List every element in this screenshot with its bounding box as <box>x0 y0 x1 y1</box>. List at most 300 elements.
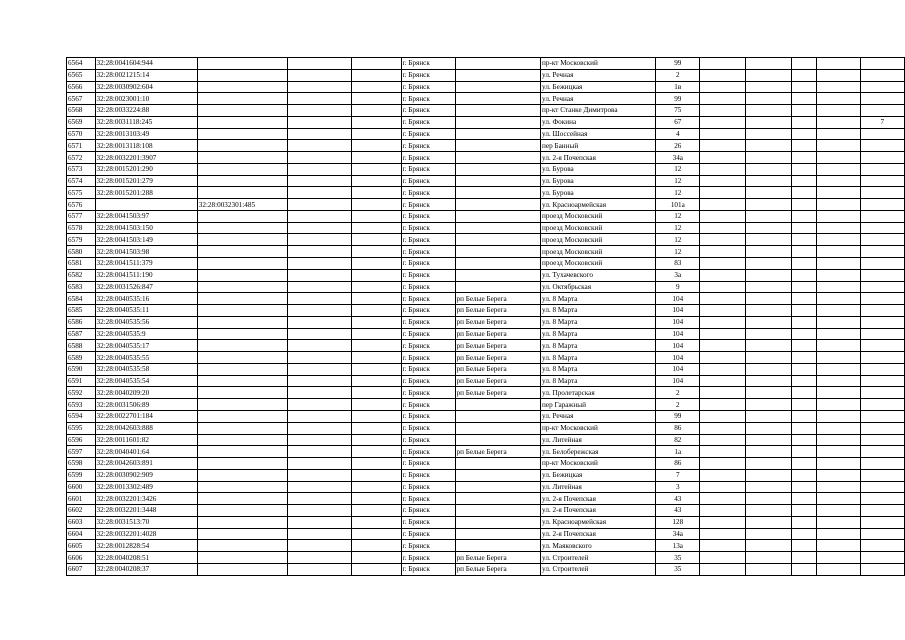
row-number-cell: 6598 <box>67 458 96 470</box>
related-cadastral-number-cell <box>197 399 288 411</box>
empty-cell <box>700 552 746 564</box>
city-cell: г. Брянск <box>401 163 455 175</box>
row-number-cell: 6564 <box>67 58 96 70</box>
last-value-cell <box>860 434 904 446</box>
house-number-cell: 86 <box>656 458 700 470</box>
cadastral-number-cell: 32:28:0041511:190 <box>95 269 197 281</box>
related-cadastral-number-cell <box>197 563 288 575</box>
street-cell: проезд Московский <box>541 258 656 270</box>
empty-cell <box>792 93 817 105</box>
house-number-cell: 13а <box>656 540 700 552</box>
empty-cell <box>700 316 746 328</box>
last-value-cell <box>860 505 904 517</box>
empty-cell <box>351 328 401 340</box>
empty-cell <box>817 328 860 340</box>
related-cadastral-number-cell <box>197 505 288 517</box>
city-cell: г. Брянск <box>401 352 455 364</box>
empty-cell <box>288 293 351 305</box>
empty-cell <box>792 434 817 446</box>
last-value-cell <box>860 552 904 564</box>
settlement-cell <box>455 187 541 199</box>
table-row <box>67 210 905 222</box>
empty-cell <box>700 246 746 258</box>
cadastral-number-cell: 32:28:0040535:11 <box>95 305 197 317</box>
city-cell: г. Брянск <box>401 469 455 481</box>
empty-cell <box>817 269 860 281</box>
related-cadastral-number-cell <box>197 387 288 399</box>
empty-cell <box>746 187 792 199</box>
empty-cell <box>792 210 817 222</box>
empty-cell <box>700 305 746 317</box>
empty-cell <box>817 281 860 293</box>
settlement-cell: рп Белые Берега <box>455 352 541 364</box>
empty-cell <box>288 58 351 70</box>
house-number-cell: 12 <box>656 210 700 222</box>
empty-cell <box>288 222 351 234</box>
empty-cell <box>700 352 746 364</box>
empty-cell <box>746 210 792 222</box>
city-cell: г. Брянск <box>401 505 455 517</box>
row-number-cell: 6588 <box>67 340 96 352</box>
last-value-cell <box>860 105 904 117</box>
table-row <box>67 152 905 164</box>
city-cell: г. Брянск <box>401 446 455 458</box>
house-number-cell: 26 <box>656 140 700 152</box>
table-row <box>67 69 905 81</box>
house-number-cell: 67 <box>656 116 700 128</box>
table-row <box>67 410 905 422</box>
cadastral-number-cell: 32:28:0041503:149 <box>95 234 197 246</box>
street-cell: ул. 2-я Почепская <box>541 152 656 164</box>
empty-cell <box>817 434 860 446</box>
cadastral-number-cell: 32:28:0012828:54 <box>95 540 197 552</box>
empty-cell <box>792 410 817 422</box>
related-cadastral-number-cell <box>197 140 288 152</box>
empty-cell <box>700 258 746 270</box>
settlement-cell <box>455 410 541 422</box>
row-number-cell: 6606 <box>67 552 96 564</box>
empty-cell <box>351 234 401 246</box>
empty-cell <box>351 128 401 140</box>
row-number-cell: 6603 <box>67 516 96 528</box>
house-number-cell: 75 <box>656 105 700 117</box>
house-number-cell: 35 <box>656 552 700 564</box>
row-number-cell: 6586 <box>67 316 96 328</box>
house-number-cell: 4 <box>656 128 700 140</box>
empty-cell <box>817 81 860 93</box>
street-cell: ул. Речная <box>541 69 656 81</box>
row-number-cell: 6584 <box>67 293 96 305</box>
street-cell: ул. Красноармейская <box>541 199 656 211</box>
empty-cell <box>746 363 792 375</box>
empty-cell <box>746 563 792 575</box>
empty-cell <box>351 222 401 234</box>
settlement-cell <box>455 493 541 505</box>
empty-cell <box>746 222 792 234</box>
related-cadastral-number-cell <box>197 246 288 258</box>
house-number-cell: 1а <box>656 446 700 458</box>
row-number-cell: 6571 <box>67 140 96 152</box>
street-cell: ул. Речная <box>541 93 656 105</box>
empty-cell <box>288 163 351 175</box>
settlement-cell: рп Белые Берега <box>455 563 541 575</box>
empty-cell <box>746 399 792 411</box>
empty-cell <box>792 69 817 81</box>
empty-cell <box>746 316 792 328</box>
empty-cell <box>746 175 792 187</box>
empty-cell <box>700 399 746 411</box>
empty-cell <box>700 540 746 552</box>
empty-cell <box>351 140 401 152</box>
last-value-cell <box>860 328 904 340</box>
settlement-cell <box>455 81 541 93</box>
empty-cell <box>817 493 860 505</box>
empty-cell <box>817 58 860 70</box>
empty-cell <box>700 187 746 199</box>
table-row <box>67 163 905 175</box>
empty-cell <box>746 540 792 552</box>
empty-cell <box>792 175 817 187</box>
city-cell: г. Брянск <box>401 458 455 470</box>
house-number-cell: 99 <box>656 410 700 422</box>
row-number-cell: 6587 <box>67 328 96 340</box>
empty-cell <box>700 363 746 375</box>
empty-cell <box>700 199 746 211</box>
empty-cell <box>351 528 401 540</box>
empty-cell <box>700 69 746 81</box>
last-value-cell <box>860 210 904 222</box>
empty-cell <box>700 281 746 293</box>
city-cell: г. Брянск <box>401 552 455 564</box>
document-sheet <box>66 57 905 576</box>
empty-cell <box>700 340 746 352</box>
empty-cell <box>700 210 746 222</box>
settlement-cell: рп Белые Берега <box>455 375 541 387</box>
empty-cell <box>792 375 817 387</box>
street-cell: ул. 8 Марта <box>541 375 656 387</box>
city-cell: г. Брянск <box>401 516 455 528</box>
street-cell: ул. Фокина <box>541 116 656 128</box>
empty-cell <box>746 458 792 470</box>
empty-cell <box>351 69 401 81</box>
empty-cell <box>288 410 351 422</box>
table-body <box>67 58 905 576</box>
last-value-cell <box>860 446 904 458</box>
house-number-cell: 35 <box>656 563 700 575</box>
street-cell: ул. Литейная <box>541 434 656 446</box>
empty-cell <box>792 187 817 199</box>
street-cell: пр-кт Московский <box>541 422 656 434</box>
cadastral-number-cell: 32:28:0040401:64 <box>95 446 197 458</box>
related-cadastral-number-cell <box>197 234 288 246</box>
related-cadastral-number-cell <box>197 258 288 270</box>
last-value-cell <box>860 410 904 422</box>
table-row <box>67 446 905 458</box>
settlement-cell: рп Белые Берега <box>455 363 541 375</box>
empty-cell <box>817 422 860 434</box>
city-cell: г. Брянск <box>401 81 455 93</box>
cadastral-number-cell: 32:28:0032201:3448 <box>95 505 197 517</box>
cadastral-number-cell: 32:28:0040535:55 <box>95 352 197 364</box>
cadastral-number-cell: 32:28:0015201:288 <box>95 187 197 199</box>
row-number-cell: 6573 <box>67 163 96 175</box>
table-row <box>67 340 905 352</box>
empty-cell <box>700 563 746 575</box>
city-cell: г. Брянск <box>401 258 455 270</box>
house-number-cell: 12 <box>656 246 700 258</box>
table-row <box>67 293 905 305</box>
empty-cell <box>746 199 792 211</box>
empty-cell <box>288 363 351 375</box>
house-number-cell: 43 <box>656 505 700 517</box>
empty-cell <box>792 505 817 517</box>
empty-cell <box>700 140 746 152</box>
row-number-cell: 6595 <box>67 422 96 434</box>
empty-cell <box>351 187 401 199</box>
empty-cell <box>288 422 351 434</box>
empty-cell <box>288 352 351 364</box>
empty-cell <box>700 81 746 93</box>
house-number-cell: 12 <box>656 175 700 187</box>
street-cell: ул. Октябрьская <box>541 281 656 293</box>
empty-cell <box>746 69 792 81</box>
table-row <box>67 316 905 328</box>
empty-cell <box>792 316 817 328</box>
city-cell: г. Брянск <box>401 199 455 211</box>
house-number-cell: 104 <box>656 340 700 352</box>
empty-cell <box>792 152 817 164</box>
row-number-cell: 6577 <box>67 210 96 222</box>
city-cell: г. Брянск <box>401 140 455 152</box>
settlement-cell <box>455 540 541 552</box>
empty-cell <box>288 69 351 81</box>
row-number-cell: 6605 <box>67 540 96 552</box>
empty-cell <box>746 505 792 517</box>
empty-cell <box>817 399 860 411</box>
last-value-cell <box>860 528 904 540</box>
city-cell: г. Брянск <box>401 187 455 199</box>
empty-cell <box>288 269 351 281</box>
empty-cell <box>817 375 860 387</box>
empty-cell <box>351 293 401 305</box>
house-number-cell: 12 <box>656 234 700 246</box>
related-cadastral-number-cell <box>197 469 288 481</box>
table-row <box>67 434 905 446</box>
row-number-cell: 6597 <box>67 446 96 458</box>
table-row <box>67 222 905 234</box>
last-value-cell <box>860 563 904 575</box>
row-number-cell: 6585 <box>67 305 96 317</box>
empty-cell <box>817 116 860 128</box>
last-value-cell <box>860 305 904 317</box>
row-number-cell: 6572 <box>67 152 96 164</box>
empty-cell <box>288 246 351 258</box>
last-value-cell <box>860 316 904 328</box>
house-number-cell: 12 <box>656 163 700 175</box>
empty-cell <box>746 246 792 258</box>
empty-cell <box>351 552 401 564</box>
cadastral-number-cell: 32:28:0040208:37 <box>95 563 197 575</box>
empty-cell <box>351 434 401 446</box>
settlement-cell <box>455 69 541 81</box>
empty-cell <box>351 540 401 552</box>
empty-cell <box>746 258 792 270</box>
empty-cell <box>700 516 746 528</box>
empty-cell <box>817 152 860 164</box>
city-cell: г. Брянск <box>401 116 455 128</box>
empty-cell <box>351 516 401 528</box>
street-cell: ул. Белобережская <box>541 446 656 458</box>
house-number-cell: 1в <box>656 81 700 93</box>
row-number-cell: 6575 <box>67 187 96 199</box>
house-number-cell: 104 <box>656 316 700 328</box>
settlement-cell: рп Белые Берега <box>455 340 541 352</box>
settlement-cell <box>455 93 541 105</box>
empty-cell <box>351 175 401 187</box>
table-row <box>67 116 905 128</box>
cadastral-number-cell: 32:28:0031118:245 <box>95 116 197 128</box>
related-cadastral-number-cell <box>197 163 288 175</box>
cadastral-number-cell: 32:28:0041511:379 <box>95 258 197 270</box>
row-number-cell: 6567 <box>67 93 96 105</box>
settlement-cell <box>455 469 541 481</box>
empty-cell <box>817 105 860 117</box>
empty-cell <box>792 399 817 411</box>
city-cell: г. Брянск <box>401 375 455 387</box>
house-number-cell: 104 <box>656 328 700 340</box>
table-row <box>67 552 905 564</box>
empty-cell <box>792 516 817 528</box>
city-cell: г. Брянск <box>401 563 455 575</box>
city-cell: г. Брянск <box>401 387 455 399</box>
cadastral-number-cell: 32:28:0041503:98 <box>95 246 197 258</box>
street-cell: ул. Литейная <box>541 481 656 493</box>
cadastral-number-cell: 32:28:0040535:9 <box>95 328 197 340</box>
empty-cell <box>351 246 401 258</box>
last-value-cell <box>860 187 904 199</box>
empty-cell <box>746 387 792 399</box>
empty-cell <box>351 352 401 364</box>
city-cell: г. Брянск <box>401 210 455 222</box>
house-number-cell: 101а <box>656 199 700 211</box>
empty-cell <box>817 516 860 528</box>
last-value-cell <box>860 69 904 81</box>
empty-cell <box>351 81 401 93</box>
cadastral-number-cell: 32:28:0022701:184 <box>95 410 197 422</box>
last-value-cell <box>860 516 904 528</box>
empty-cell <box>817 563 860 575</box>
empty-cell <box>746 493 792 505</box>
related-cadastral-number-cell <box>197 281 288 293</box>
cadastral-number-cell: 32:28:0031506:89 <box>95 399 197 411</box>
last-value-cell <box>860 281 904 293</box>
empty-cell <box>817 222 860 234</box>
settlement-cell: рп Белые Берега <box>455 387 541 399</box>
house-number-cell: 104 <box>656 293 700 305</box>
table-row <box>67 58 905 70</box>
table-row <box>67 540 905 552</box>
last-value-cell <box>860 93 904 105</box>
house-number-cell: 2 <box>656 69 700 81</box>
city-cell: г. Брянск <box>401 316 455 328</box>
empty-cell <box>351 316 401 328</box>
empty-cell <box>792 352 817 364</box>
street-cell: ул. Тухачевского <box>541 269 656 281</box>
row-number-cell: 6600 <box>67 481 96 493</box>
empty-cell <box>746 152 792 164</box>
cadastral-number-cell: 32:28:0015201:279 <box>95 175 197 187</box>
empty-cell <box>700 528 746 540</box>
last-value-cell <box>860 81 904 93</box>
empty-cell <box>792 540 817 552</box>
empty-cell <box>700 493 746 505</box>
table-row <box>67 352 905 364</box>
empty-cell <box>792 163 817 175</box>
empty-cell <box>700 434 746 446</box>
settlement-cell <box>455 458 541 470</box>
city-cell: г. Брянск <box>401 246 455 258</box>
city-cell: г. Брянск <box>401 434 455 446</box>
row-number-cell: 6582 <box>67 269 96 281</box>
related-cadastral-number-cell <box>197 552 288 564</box>
empty-cell <box>746 352 792 364</box>
cadastral-number-cell: 32:28:0032201:3907 <box>95 152 197 164</box>
empty-cell <box>746 281 792 293</box>
empty-cell <box>817 140 860 152</box>
empty-cell <box>817 175 860 187</box>
cadastral-number-cell: 32:28:0041503:150 <box>95 222 197 234</box>
street-cell: ул. Строителей <box>541 552 656 564</box>
table-row <box>67 81 905 93</box>
empty-cell <box>288 505 351 517</box>
empty-cell <box>351 505 401 517</box>
empty-cell <box>351 210 401 222</box>
city-cell: г. Брянск <box>401 281 455 293</box>
empty-cell <box>746 410 792 422</box>
row-number-cell: 6581 <box>67 258 96 270</box>
empty-cell <box>288 105 351 117</box>
settlement-cell <box>455 222 541 234</box>
street-cell: ул. 8 Марта <box>541 363 656 375</box>
street-cell: ул. Красноармейская <box>541 516 656 528</box>
empty-cell <box>746 293 792 305</box>
empty-cell <box>288 199 351 211</box>
empty-cell <box>700 116 746 128</box>
settlement-cell <box>455 234 541 246</box>
empty-cell <box>288 387 351 399</box>
street-cell: ул. Бежицкая <box>541 81 656 93</box>
related-cadastral-number-cell <box>197 305 288 317</box>
row-number-cell: 6574 <box>67 175 96 187</box>
row-number-cell: 6593 <box>67 399 96 411</box>
table-row <box>67 328 905 340</box>
table-row <box>67 246 905 258</box>
empty-cell <box>746 446 792 458</box>
empty-cell <box>700 505 746 517</box>
row-number-cell: 6594 <box>67 410 96 422</box>
city-cell: г. Брянск <box>401 422 455 434</box>
empty-cell <box>351 116 401 128</box>
empty-cell <box>351 305 401 317</box>
street-cell: проезд Московский <box>541 210 656 222</box>
city-cell: г. Брянск <box>401 481 455 493</box>
empty-cell <box>792 446 817 458</box>
house-number-cell: 34а <box>656 152 700 164</box>
last-value-cell <box>860 234 904 246</box>
empty-cell <box>817 340 860 352</box>
row-number-cell: 6565 <box>67 69 96 81</box>
empty-cell <box>792 493 817 505</box>
